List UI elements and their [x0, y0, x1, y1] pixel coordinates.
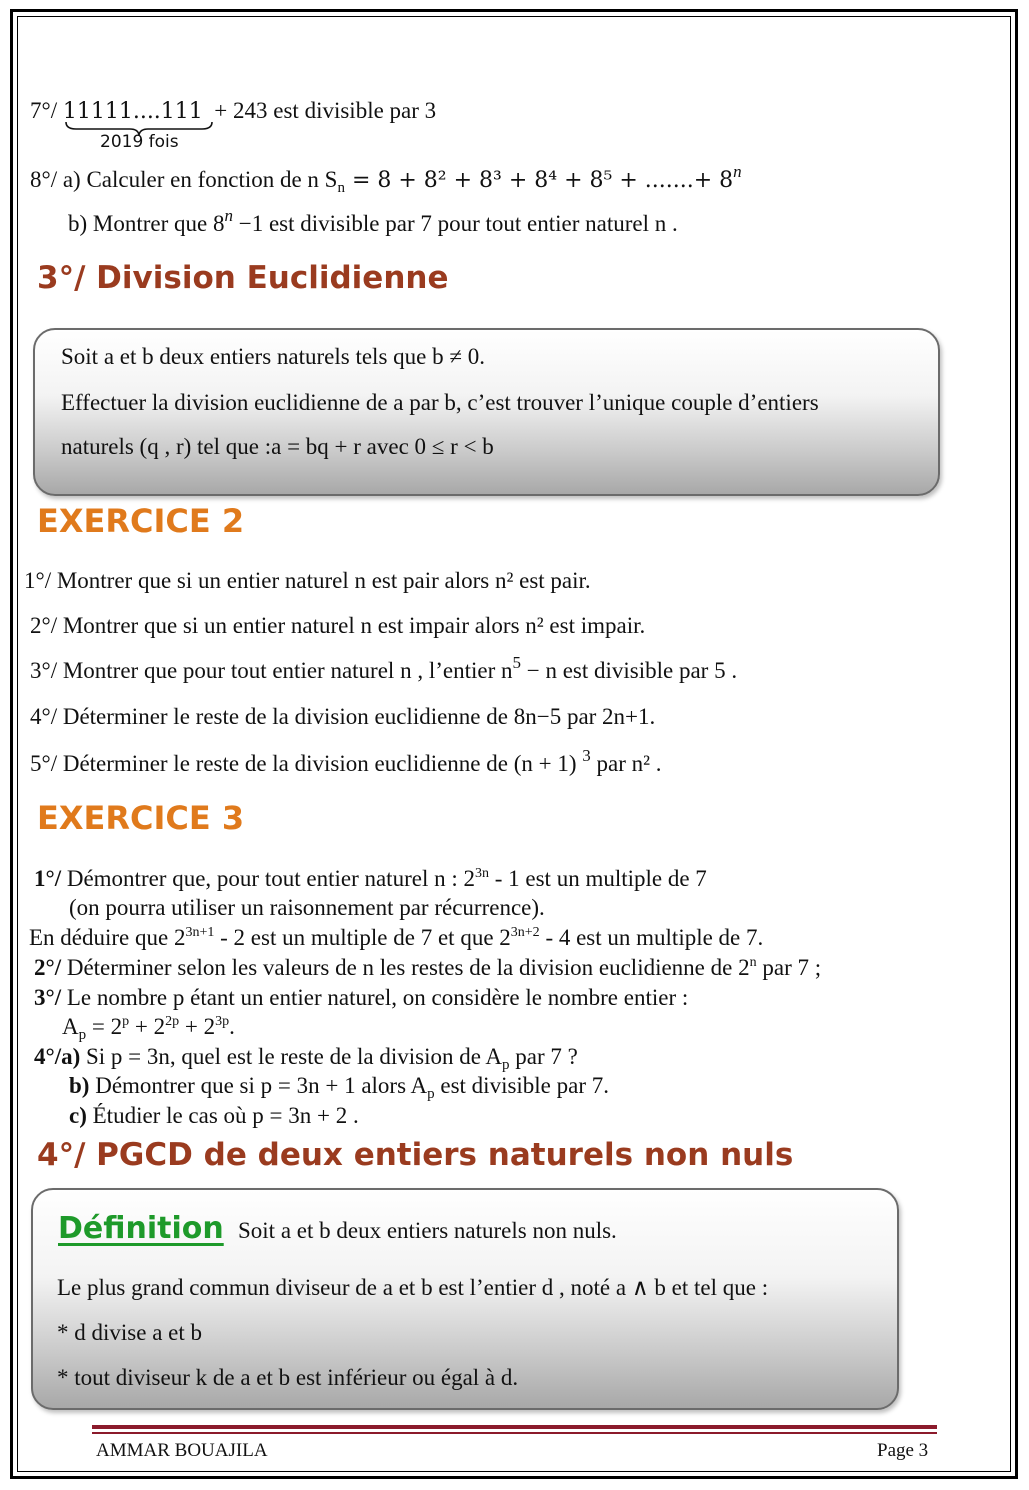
ex3-q4b-pre: Démontrer que si p = 3n + 1 alors A — [89, 1073, 428, 1098]
ex3-q1-l3c: - 4 est un multiple de 7. — [539, 925, 764, 950]
ex3-q4a-post: par 7 ? — [509, 1044, 578, 1069]
ex3-q3-eq1: = 2 — [86, 1014, 123, 1039]
ex3-q2-post: par 7 ; — [756, 955, 822, 980]
ex2-q5-post: par n² . — [590, 751, 662, 776]
ex3-q1-line3 — [29, 925, 763, 951]
q8a-sum: = 8 + 8² + 8³ + 8⁴ + 8⁵ + .......+ 8 — [344, 168, 734, 193]
question-8b — [68, 206, 678, 237]
ex3-q3-e2: 2p — [165, 1014, 180, 1029]
section-3-title: 3°/ Division Euclidienne — [37, 260, 449, 296]
ex3-q1 — [34, 866, 707, 892]
ex3-q4a-pre: Si p = 3n, quel est le reste de la division de A — [80, 1044, 503, 1069]
q7-number: 11111....111 — [62, 99, 203, 124]
pgcd-line1: Le plus grand commun diviseur de a et b est l’entier d , noté a ∧ b et tel que : — [57, 1275, 769, 1300]
ex3-q4a-sub: p — [502, 1057, 510, 1073]
ex3-q3-e1: p — [122, 1014, 130, 1029]
section-4-title: 4°/ PGCD de deux entiers naturels non nuls — [37, 1137, 794, 1173]
question-8a — [30, 162, 742, 196]
q8a-sub: n — [337, 180, 345, 196]
ex3-q4a-num: 4°/a) — [34, 1044, 81, 1069]
ex3-q2-pre: Déterminer selon les valeurs de n les restes de la division euclidienne de 2 — [61, 955, 750, 980]
ex2-q3-exp: 5 — [512, 653, 521, 672]
footer-rule-thick — [92, 1425, 937, 1429]
ex3-q4b-sub: p — [427, 1086, 435, 1102]
ex3-q3-eq3: + 2 — [179, 1014, 216, 1039]
ex2-q2: 2°/ Montrer que si un entier naturel n est impair alors n² est impair. — [30, 613, 646, 638]
section3-box-line2: Effectuer la division euclidienne de a par b, c’est trouver l’unique couple d’entiers — [61, 390, 819, 415]
ex3-q4b-post: est divisible par 7. — [434, 1073, 610, 1098]
ex3-q3-eq4: . — [229, 1014, 235, 1039]
ex3-q4c — [69, 1103, 359, 1129]
exercice-2-title: EXERCICE 2 — [37, 502, 245, 540]
ex3-q1-l3b: - 2 est un multiple de 7 et que 2 — [214, 925, 511, 950]
ex2-q3 — [30, 653, 738, 684]
section3-box-line3: naturels (q , r) tel que :a = bq + r avec 0 ≤ r < b — [61, 434, 494, 459]
ex3-q3-text: Le nombre p étant un entier naturel, on considère le nombre entier : — [61, 985, 689, 1010]
ex3-q3-num: 3°/ — [34, 985, 62, 1010]
pgcd-line2: * d divise a et b — [57, 1320, 202, 1345]
q7-suffix: + 243 est divisible par 3 — [214, 98, 437, 123]
q8a-exp: n — [733, 162, 742, 181]
ex2-q3-pre: 3°/ Montrer que pour tout entier naturel n , l’entier n — [30, 658, 513, 683]
ex3-q1-pre: Démontrer que, pour tout entier naturel n : 2 — [61, 866, 475, 891]
ex3-q3-A-sub: p — [78, 1027, 87, 1043]
ex3-q4b — [69, 1073, 610, 1102]
ex3-q3-e3: 3p — [215, 1014, 230, 1029]
ex2-q5 — [30, 746, 662, 777]
exercice-3-title: EXERCICE 3 — [37, 799, 245, 837]
ex3-q1-l3a: En déduire que 2 — [29, 925, 186, 950]
ex3-q1-exp: 3n — [474, 866, 489, 881]
definition-label: Définition — [58, 1211, 224, 1246]
pgcd-line3: * tout diviseur k de a et b est inférieur ou égal à d. — [57, 1365, 519, 1390]
footer-page-number: Page 3 — [877, 1440, 929, 1461]
ex2-q4: 4°/ Déterminer le reste de la division euclidienne de 8n−5 par 2n+1. — [30, 704, 656, 729]
ex3-q4c-text: Étudier le cas où p = 3n + 2 . — [86, 1103, 359, 1128]
definition-intro: Soit a et b deux entiers naturels non nuls. — [238, 1218, 617, 1243]
ex2-q1: 1°/ Montrer que si un entier naturel n est pair alors n² est pair. — [24, 568, 591, 593]
ex3-q4b-num: b) — [69, 1073, 90, 1098]
ex3-q3-formula — [62, 1014, 235, 1043]
q8a-text: 8°/ a) Calculer en fonction de n S — [30, 167, 338, 192]
q8b-pre: b) Montrer que 8 — [68, 211, 225, 236]
q8b-exp: n — [224, 206, 233, 225]
ex3-q1-l3-exp2: 3n+2 — [510, 925, 540, 940]
footer-rule-thin — [92, 1432, 937, 1434]
section3-box-line1: Soit a et b deux entiers naturels tels que b ≠ 0. — [61, 344, 485, 369]
footer-author: AMMAR BOUAJILA — [96, 1440, 268, 1461]
q7-brace-label: 2019 fois — [100, 132, 179, 152]
ex2-q5-pre: 5°/ Déterminer le reste de la division euclidienne de (n + 1) — [30, 751, 583, 776]
ex3-q3-A: A — [62, 1014, 79, 1039]
ex2-q3-post: − n est divisible par 5 . — [520, 658, 738, 683]
ex3-q1-post: - 1 est un multiple de 7 — [488, 866, 707, 891]
q7-prefix: 7°/ — [30, 98, 58, 123]
ex3-q3-eq2: + 2 — [129, 1014, 166, 1039]
ex3-q2 — [34, 955, 821, 981]
q8b-post: −1 est divisible par 7 pour tout entier naturel n . — [233, 211, 678, 236]
ex3-q1-num: 1°/ — [34, 866, 62, 891]
ex3-q4a — [34, 1044, 578, 1073]
ex3-q2-num: 2°/ — [34, 955, 62, 980]
ex3-q2-exp: n — [749, 955, 757, 970]
ex2-q5-exp: 3 — [582, 746, 591, 765]
ex3-q3 — [34, 985, 688, 1011]
ex3-q1-line2: (on pourra utiliser un raisonnement par récurrence). — [69, 895, 545, 920]
ex3-q4c-num: c) — [69, 1103, 87, 1128]
ex3-q1-l3-exp1: 3n+1 — [185, 925, 215, 940]
